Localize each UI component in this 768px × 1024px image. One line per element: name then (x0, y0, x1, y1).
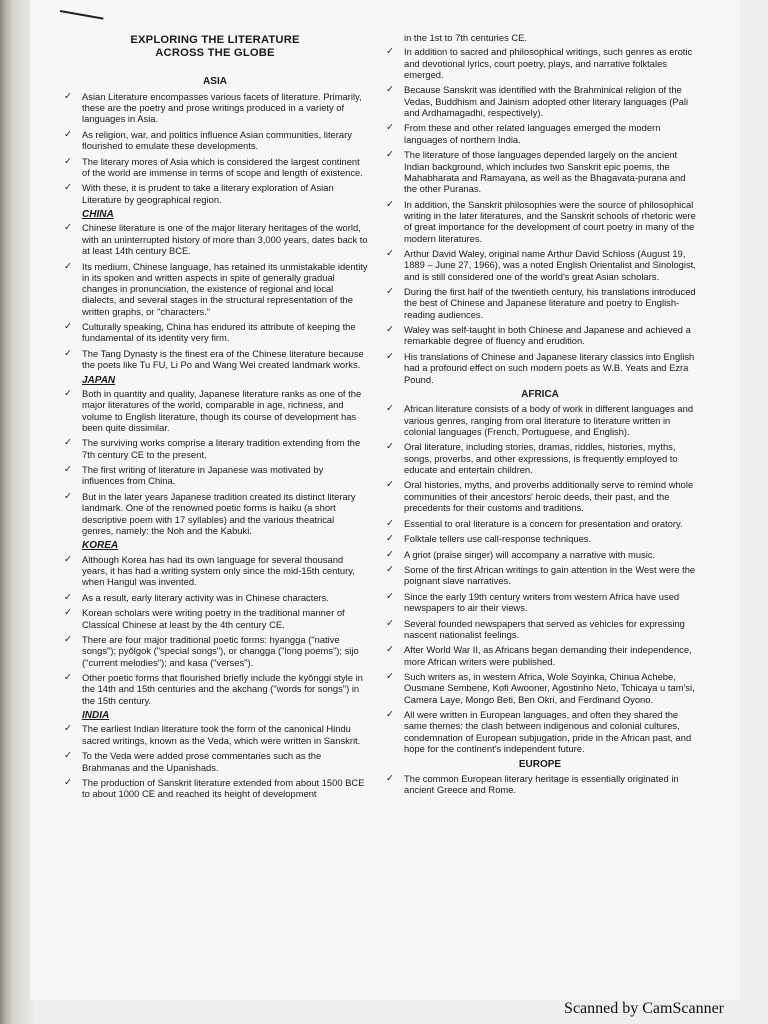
list-item-text: From these and other related languages emerged the modern languages of northern India. (404, 122, 661, 145)
list-item (62, 634, 368, 668)
checkmark-icon: ✓ (386, 479, 394, 491)
list-item-text: The surviving works comprise a literary tradition extending from the 7th century CE to the present. (82, 437, 361, 460)
list-item-text: Some of the first African writings to gain attention in the West were the poignant slave narratives. (404, 563, 696, 587)
checkmark-icon: ✓ (386, 122, 394, 134)
list-item (384, 351, 696, 385)
list-item-text: Folktale tellers use call-response techniques. (404, 533, 592, 545)
list-item-text: Asian Literature encompasses various facets of literature. Primarily, these are the poetry and prose writings produced in a variety of languages in Asia. (82, 90, 362, 125)
checkmark-icon: ✓ (386, 84, 394, 96)
checkmark-icon: ✓ (386, 247, 394, 259)
list-item-text: Other poetic forms that flourished briefly include the kyŏnggi style in the 14th and 15th centuries and the akchang ("words for songs") in the 15th century. (82, 672, 363, 706)
checkmark-icon: ✓ (64, 182, 72, 194)
list-item-text: Chinese literature is one of the major literary heritages of the world, with an uninterrupted history of more than 3,000 years, dates back to at least 14th century BCE. (82, 222, 368, 257)
checkmark-icon: ✓ (386, 403, 394, 415)
list-item (384, 479, 696, 513)
checkmark-icon: ✓ (64, 633, 72, 645)
list-item (62, 554, 368, 588)
list-item (62, 222, 368, 256)
scan-page-edge (0, 0, 34, 1024)
list-item-text: To the Veda were added prose commentaries such as the Brahmanas and the Upanishads. (82, 750, 322, 773)
scanner-watermark: Scanned by CamScanner (564, 1000, 724, 1017)
list-item-text: The literature of those languages depended largely on the ancient Indian background, which includes two Sanskrit epic poems, the Mahabharata and Ramayana, as well as the Bhagavata-purana and the other Puranas. (404, 149, 686, 195)
list-item-text: Oral histories, myths, and proverbs additionally serve to remind whole communities of their ancestors' heroic deeds, their past, and the precedents for their customs and traditions. (404, 479, 694, 514)
checkmark-icon: ✓ (386, 324, 394, 336)
bullet-list (62, 91, 368, 205)
list-item (62, 464, 368, 487)
list-item (62, 388, 368, 433)
checkmark-icon: ✓ (386, 772, 394, 784)
checkmark-icon: ✓ (64, 553, 72, 565)
list-item-text: As a result, early literary activity was in Chinese characters. (82, 591, 329, 603)
list-item (62, 723, 368, 746)
list-item-text: But in the later years Japanese tradition created its distinct literary landmark. One of the renowned poetic forms is haiku (a short descriptive poem with 17 syllables) and the various theatrical genres, namely: the Noh and the Kabuki. (82, 490, 356, 536)
list-item (384, 199, 696, 244)
list-item (384, 518, 696, 529)
subsection-heading-china: CHINA (82, 209, 114, 221)
subsection-heading-japan: JAPAN (82, 374, 116, 386)
list-item-text: Waley was self-taught in both Chinese and Japanese and achieved a remarkable degree of fluency and erudition. (404, 324, 691, 347)
checkmark-icon: ✓ (386, 709, 394, 721)
list-item-text: As religion, war, and politics influence Asian communities, literary flourished to emulate these developments. (82, 128, 352, 152)
list-item (384, 644, 696, 667)
checkmark-icon: ✓ (64, 90, 72, 102)
section-heading-asia: ASIA (203, 76, 227, 88)
checkmark-icon: ✓ (64, 260, 72, 272)
list-item-text: All were written in European languages, and often they shared the same themes: the clash between indigenous and colonial cultures, condemnation of European subjugation, pride in the African past, and hope for the continent's independent future. (404, 709, 692, 755)
checkmark-icon: ✓ (386, 617, 394, 629)
document-title: EXPLORING THE LITERATURE ACROSS THE GLOBE (130, 34, 300, 60)
list-item-text: The common European literary heritage is essentially originated in ancient Greece and Rome. (404, 772, 679, 796)
list-item-text: A griot (praise singer) will accompany a narrative with music. (404, 548, 656, 560)
subsection-heading-india: INDIA (82, 710, 110, 722)
checkmark-icon: ✓ (386, 644, 394, 656)
checkmark-icon: ✓ (386, 563, 394, 575)
list-item-text: In addition to sacred and philosophical writings, such genres as erotic and devotional lyrics, court poetry, plays, and narrative folktales emerged. (404, 46, 693, 80)
bullet-list (384, 46, 696, 385)
checkmark-icon: ✓ (64, 672, 72, 684)
list-item-text: Although Korea has had its own language for several thousand years, it has had a writing system only since the mid-15th century, when Hangul was invented. (82, 553, 355, 588)
checkmark-icon: ✓ (64, 723, 72, 735)
checkmark-icon: ✓ (64, 222, 72, 234)
list-item-text: His translations of Chinese and Japanese literary classics into English had a profound effect on such modern poets as W.B. Yeats and Ezra Pound. (404, 350, 695, 385)
list-item (62, 348, 368, 371)
list-item-text: Korean scholars were writing poetry in the traditional manner of Classical Chinese at least by the 4th century CE. (82, 607, 345, 630)
list-item-text: Its medium, Chinese language, has retained its unmistakable identity in its spoken and written aspects in spite of generally gradual changes in pronunciation, the existence of regional and local dialects, and several stages in the structural representation of the written graphs, or "characters." (82, 260, 368, 317)
list-item-text: The earliest Indian literature took the form of the canonical Hindu sacred writings, known as the Veda, which were written in Sanskrit. (82, 723, 361, 746)
list-item (384, 441, 696, 475)
list-item (384, 46, 696, 80)
list-item (384, 149, 696, 194)
checkmark-icon: ✓ (64, 347, 72, 359)
checkmark-icon: ✓ (64, 388, 72, 400)
list-item-text: There are four major traditional poetic forms: hyangga ("native songs"); pyŏlgok ("special songs"), or changga ("long poems"); sijo ("current melodies"); and kasa ("verses"). (82, 633, 359, 668)
checkmark-icon: ✓ (64, 591, 72, 603)
list-item (384, 122, 696, 145)
left-column (62, 32, 368, 804)
bullet-list (62, 388, 368, 536)
bullet-list (62, 222, 368, 370)
checkmark-icon: ✓ (386, 590, 394, 602)
continued-text: in the 1st to 7th centuries CE. (404, 32, 527, 43)
subsection-heading-korea: KOREA (82, 540, 119, 552)
list-item (62, 672, 368, 706)
checkmark-icon: ✓ (386, 286, 394, 298)
checkmark-icon: ✓ (386, 533, 394, 545)
list-item-text: Because Sanskrit was identified with the Brahminical religion of the Vedas, Buddhism and Jainism adopted other literary languages (Pali and Ardhamagadhi, respectively). (404, 84, 689, 118)
list-item (384, 709, 696, 754)
bullet-list (384, 773, 696, 796)
list-item-text: In addition, the Sanskrit philosophies were the source of philosophical writing in the later literatures, and the Sanskrit schools of rhetoric were of great importance for the development of court poetry in many of the modern literatures. (404, 198, 696, 244)
bullet-list (384, 403, 696, 754)
list-item-text: Culturally speaking, China has endured its attribute of keeping the fundamental of its identity very firm. (82, 321, 356, 344)
list-item (62, 129, 368, 152)
checkmark-icon: ✓ (386, 671, 394, 683)
list-item-text: Both in quantity and quality, Japanese literature ranks as one of the major literatures of the world, comparable in age, richness, and volume to English literature, though its course of development has been quite dissimilar. (82, 388, 362, 433)
checkmark-icon: ✓ (64, 128, 72, 140)
checkmark-icon: ✓ (64, 607, 72, 619)
list-item (62, 491, 368, 536)
list-item (384, 248, 696, 282)
checkmark-icon: ✓ (64, 437, 72, 449)
list-item (62, 182, 368, 205)
bullet-list (62, 723, 368, 799)
list-item (384, 618, 696, 641)
bullet-list (62, 554, 368, 706)
checkmark-icon: ✓ (64, 777, 72, 788)
section-heading-europe: EUROPE (518, 758, 562, 770)
checkmark-icon: ✓ (64, 490, 72, 502)
list-item-text: The production of Sanskrit literature extended from about 1500 BCE to about 1000 CE and reached its height of development (82, 777, 365, 800)
checkmark-icon: ✓ (64, 750, 72, 762)
list-item (62, 777, 368, 800)
list-item-text: Oral literature, including stories, dramas, riddles, histories, myths, songs, proverbs, and other expressions, is frequently employed to educate and entertain children. (404, 441, 678, 475)
list-item (62, 607, 368, 630)
list-item-text: African literature consists of a body of work in different languages and various genres, ranging from oral literature to literature written in colonial languages (French, Portuguese, and English). (404, 403, 694, 437)
list-item (384, 286, 696, 320)
list-item-text: The literary mores of Asia which is considered the largest continent of the world are immense in terms of scope and length of existence. (82, 155, 363, 178)
list-item (384, 533, 696, 544)
checkmark-icon: ✓ (64, 464, 72, 476)
list-item (62, 437, 368, 460)
right-column (384, 32, 696, 800)
checkmark-icon: ✓ (386, 548, 394, 560)
checkmark-icon: ✓ (386, 441, 394, 453)
list-item-text: Such writers as, in western Africa, Wole Soyinka, Chinua Achebe, Ousmane Sembene, Kofi Awooner, Agostinho Neto, Tchicaya u tam'si, Camera Laye, Mongo Beti, Ben Okri, and Ferdinand Oyono. (404, 671, 695, 705)
checkmark-icon: ✓ (386, 517, 394, 529)
list-item (384, 549, 696, 560)
list-item-text: During the first half of the twentieth century, his translations introduced the best of Chinese and Japanese literature and poetry to English-reading audiences. (404, 286, 696, 320)
checkmark-icon: ✓ (386, 350, 394, 362)
list-item (62, 592, 368, 603)
list-item (62, 321, 368, 344)
list-item-text: After World War II, as Africans began demanding their independence, more African writers were published. (404, 644, 692, 667)
list-item (384, 324, 696, 347)
list-item (384, 671, 696, 705)
list-item-text: The first writing of literature in Japanese was motivated by influences from China. (82, 464, 324, 487)
section-heading-africa: AFRICA (521, 389, 559, 400)
list-item (384, 591, 696, 614)
list-item (62, 750, 368, 773)
list-item (62, 91, 368, 125)
list-item (62, 261, 368, 317)
list-item-text: Several founded newspapers that served as vehicles for expressing nascent nationalist feelings. (404, 617, 685, 640)
list-item-text: Arthur David Waley, original name Arthur David Schloss (August 19, 1889 – June 27, 1966), was a noted English Orientalist and Sinologist, and is still considered one of the world's great Asian scholars. (404, 247, 696, 282)
list-item (384, 403, 696, 437)
list-item-text: The Tang Dynasty is the finest era of the Chinese literature because the poets like Tu FU, Li Po and Wang Wei created landmark works. (82, 347, 364, 371)
list-item (384, 84, 696, 118)
checkmark-icon: ✓ (386, 149, 394, 161)
list-item (62, 156, 368, 179)
checkmark-icon: ✓ (386, 198, 394, 210)
checkmark-icon: ✓ (64, 155, 72, 167)
list-item-text: Since the early 19th century writers from western Africa have used newspapers to air their views. (404, 590, 680, 614)
list-item-text: Essential to oral literature is a concern for presentation and oratory. (404, 517, 683, 529)
list-item (384, 773, 696, 796)
list-item-text: With these, it is prudent to take a literary exploration of Asian Literature by geographical region. (82, 182, 334, 205)
checkmark-icon: ✓ (386, 46, 394, 58)
list-item (384, 564, 696, 587)
checkmark-icon: ✓ (64, 321, 72, 333)
